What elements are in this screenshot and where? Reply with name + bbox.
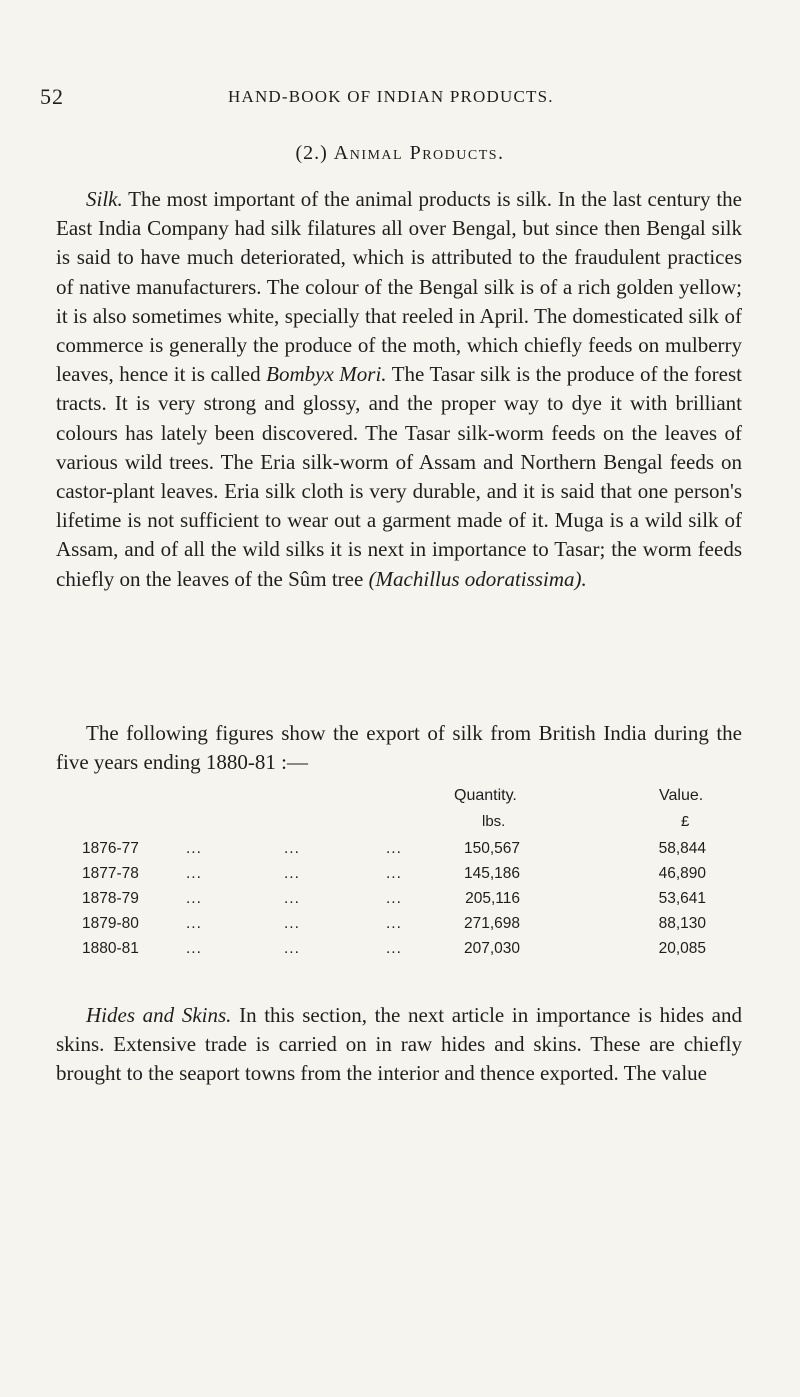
row-year: 1876-77 xyxy=(82,840,139,857)
section-title: Animal Products. xyxy=(333,142,505,164)
silk-paragraph xyxy=(56,185,742,594)
row-year: 1879-80 xyxy=(82,915,139,932)
silk-text-part-1: The most important of the animal products is silk. In the last century the East India Company had silk filatures all over Bengal, but since then Bengal silk is said to have much deteriorated, which is attributed to the fraudulent practices of native manufacturers. The colour of the Bengal silk is of a rich golden yellow; it is also sometimes white, specially that reeled in April. The domesticated silk of commerce is generally the produce of the moth, which chiefly feeds on mulberry leaves, hence it is called xyxy=(56,187,742,387)
quantity-column-header: Quantity. xyxy=(454,787,517,804)
hides-paragraph xyxy=(56,1001,742,1089)
table-row xyxy=(0,865,800,889)
table-row xyxy=(0,840,800,864)
row-value: 46,890 xyxy=(658,865,706,882)
leader-dots: ... xyxy=(186,890,202,907)
leader-dots: ... xyxy=(386,840,402,857)
figures-intro-text: The following figures show the export of silk from British India during the five years ending 1880-81 :— xyxy=(56,721,742,775)
row-year: 1877-78 xyxy=(82,865,139,882)
running-title: HAND-BOOK OF INDIAN PRODUCTS. xyxy=(228,87,554,106)
leader-dots: ... xyxy=(284,865,300,882)
row-quantity: 150,567 xyxy=(463,840,520,857)
leader-dots: ... xyxy=(186,940,202,957)
row-quantity: 207,030 xyxy=(463,940,520,957)
row-quantity: 145,186 xyxy=(463,865,520,882)
leader-dots: ... xyxy=(284,890,300,907)
leader-dots: ... xyxy=(186,865,202,882)
row-year: 1878-79 xyxy=(82,890,139,907)
table-row xyxy=(0,890,800,914)
leader-dots: ... xyxy=(386,865,402,882)
leader-dots: ... xyxy=(386,890,402,907)
row-quantity: 271,698 xyxy=(463,915,520,932)
leader-dots: ... xyxy=(386,940,402,957)
silk-run-in-heading: Silk. xyxy=(86,187,123,211)
leader-dots: ... xyxy=(284,915,300,932)
leader-dots: ... xyxy=(186,840,202,857)
silk-species-bombyx: Bombyx Mori. xyxy=(266,362,387,387)
section-number: (2.) xyxy=(295,142,328,164)
row-year: 1880-81 xyxy=(82,940,139,957)
leader-dots: ... xyxy=(284,840,300,857)
value-unit: £ xyxy=(681,813,690,830)
table-row xyxy=(0,940,800,964)
section-heading xyxy=(0,142,800,165)
hides-run-in-heading: Hides and Skins. xyxy=(86,1003,232,1027)
silk-species-machillus: (Machillus odoratissima). xyxy=(368,566,587,591)
running-head xyxy=(0,84,800,114)
value-column-header: Value. xyxy=(659,787,704,804)
row-value: 53,641 xyxy=(658,890,706,907)
leader-dots: ... xyxy=(386,915,402,932)
leader-dots: ... xyxy=(284,940,300,957)
page-number: 52 xyxy=(40,84,64,109)
hides-text: In this section, the next article in importance is hides and skins. Extensive trade is carried on in raw hides and skins. These are chiefly brought to the seaport towns from the interior and thence exported. The value xyxy=(56,1003,742,1086)
table-row xyxy=(0,915,800,939)
silk-text-part-2: The Tasar silk is the produce of the forest tracts. It is very strong and glossy, and the proper way to dye it with brilliant colours has lately been discovered. The Tasar silk-worm feeds on the leaves of various wild trees. The Eria silk-worm of Assam and Northern Bengal feeds on castor-plant leaves. Eria silk cloth is very durable, and it is said that one person's lifetime is not sufficient to wear out a garment made of it. Muga is a wild silk of Assam, and of all the wild silks it is next in importance to Tasar; the worm feeds chiefly on the leaves of the Sûm tree xyxy=(56,362,742,591)
row-value: 88,130 xyxy=(658,915,706,932)
quantity-unit: lbs. xyxy=(482,813,506,830)
row-value: 58,844 xyxy=(658,840,706,857)
figures-intro-paragraph xyxy=(56,719,742,777)
leader-dots: ... xyxy=(186,915,202,932)
row-value: 20,085 xyxy=(658,940,706,957)
silk-export-table xyxy=(0,782,800,982)
row-quantity: 205,116 xyxy=(465,890,520,907)
